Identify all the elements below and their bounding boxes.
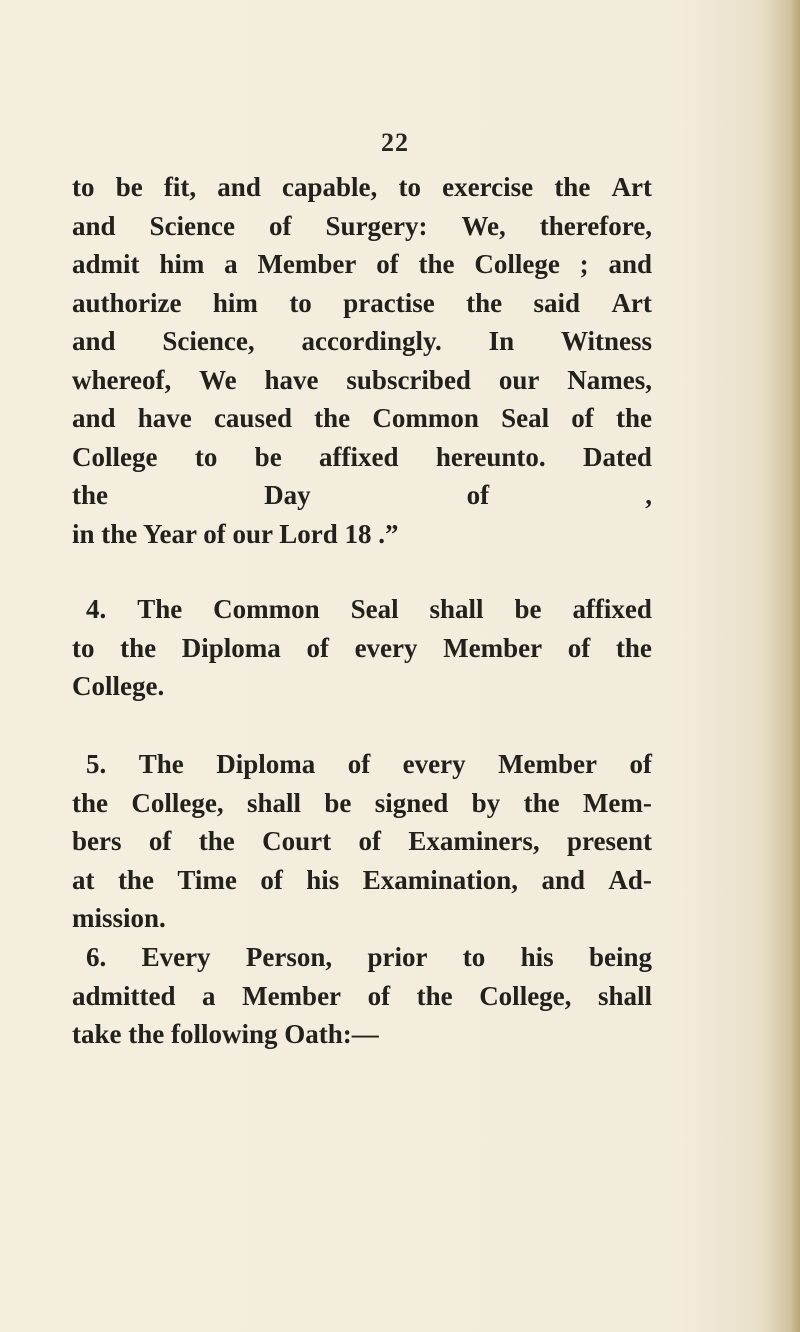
word: of	[567, 632, 591, 663]
word: whereof,	[72, 364, 172, 395]
word: prior	[367, 942, 428, 972]
word: shall	[429, 594, 484, 624]
word: to	[72, 172, 95, 202]
text-line	[72, 629, 652, 668]
word: of	[367, 980, 391, 1011]
word: the	[554, 172, 591, 202]
word: Common	[213, 594, 320, 624]
text-line	[72, 784, 652, 823]
text-line	[72, 361, 652, 400]
text-line	[72, 590, 652, 629]
word: him	[212, 287, 258, 318]
word: of	[269, 210, 292, 241]
word: We,	[461, 210, 506, 241]
word: affixed	[319, 441, 399, 472]
paragraph-section-6	[72, 938, 652, 1054]
word: of	[629, 749, 652, 779]
word: In	[488, 326, 515, 356]
word: our	[498, 364, 540, 395]
word: the	[523, 787, 560, 818]
word: Surgery:	[325, 210, 428, 241]
word: Member	[443, 632, 543, 663]
word: We	[199, 364, 237, 395]
word: the	[416, 980, 453, 1011]
word: to	[289, 287, 312, 318]
word: and	[608, 249, 652, 279]
word: of	[148, 826, 172, 856]
word: his	[520, 942, 554, 972]
word: Witness	[560, 326, 652, 356]
word: Court	[262, 826, 332, 856]
word: the	[198, 826, 235, 856]
word: and	[541, 864, 585, 895]
word: Names,	[567, 364, 652, 395]
word: of	[306, 632, 329, 663]
word: of	[466, 480, 490, 510]
text-line	[72, 977, 652, 1016]
text-line	[72, 938, 652, 977]
word: exercise	[442, 172, 534, 202]
word: the	[120, 632, 157, 663]
word: 5.	[86, 749, 107, 779]
word: practise	[343, 287, 435, 318]
word: Examiners,	[408, 826, 540, 856]
word: the	[314, 403, 351, 433]
word: being	[588, 942, 652, 972]
page-edge-shadow	[790, 0, 800, 1332]
word: admit	[72, 249, 140, 279]
word: bers	[72, 826, 122, 856]
word: 4.	[86, 594, 107, 624]
word: Diploma	[216, 749, 316, 779]
word: be	[115, 172, 143, 202]
word: ;	[579, 249, 589, 279]
text-line	[72, 168, 652, 207]
word: capable,	[282, 172, 378, 202]
word: of	[347, 749, 371, 779]
word: at	[72, 864, 95, 895]
text-line	[72, 861, 652, 900]
word: College	[474, 249, 560, 279]
word: and	[72, 326, 116, 356]
word: affixed	[572, 594, 652, 624]
paragraph-section-4	[72, 590, 652, 706]
word: Member	[257, 249, 357, 279]
text-line: College.	[72, 671, 165, 701]
word: be	[254, 441, 282, 472]
word: the	[117, 864, 154, 895]
word: fit,	[163, 172, 197, 202]
text-line	[72, 207, 652, 246]
word: signed	[374, 787, 449, 818]
word: by	[471, 787, 501, 818]
word: to	[398, 172, 421, 202]
word: shall	[246, 787, 302, 818]
word: of	[376, 249, 399, 279]
word: present	[567, 826, 652, 856]
word: Time	[177, 864, 237, 895]
page-number: 22	[381, 128, 409, 157]
word: of	[571, 403, 594, 433]
word: admitted	[72, 980, 176, 1011]
word: Dated	[582, 441, 652, 472]
text-line	[72, 745, 652, 784]
word: him	[159, 249, 205, 279]
word: Science	[149, 210, 236, 241]
word: The	[138, 749, 184, 779]
text-line	[72, 245, 652, 284]
word: and	[72, 403, 116, 433]
word: Seal	[501, 403, 550, 433]
word: and	[217, 172, 261, 202]
word: authorize	[72, 287, 182, 318]
word: of	[358, 826, 381, 856]
word: a	[202, 980, 216, 1011]
word: 6.	[86, 942, 107, 972]
word: subscribed	[346, 364, 471, 395]
word: Member	[498, 749, 598, 779]
word: College,	[131, 787, 224, 818]
text-line	[72, 822, 652, 861]
word: a	[224, 249, 238, 279]
text-line	[72, 322, 652, 361]
word: have	[137, 403, 192, 433]
text-line	[72, 438, 652, 477]
word: of	[260, 864, 283, 895]
word: Science,	[162, 326, 255, 356]
word: to	[462, 942, 486, 972]
word: Art	[611, 172, 652, 202]
word: to	[194, 441, 218, 472]
paragraph-section-5	[72, 745, 652, 938]
word: accordingly.	[301, 326, 442, 356]
word: Person,	[245, 942, 333, 972]
word: his	[306, 864, 340, 895]
word: hereunto.	[435, 441, 546, 472]
word: the	[72, 480, 108, 510]
word: every	[402, 749, 466, 779]
word: Ad-	[608, 864, 652, 895]
text-line-year: in the Year of our Lord 18 .”	[72, 518, 399, 549]
word: Art	[611, 287, 652, 318]
word: the	[615, 632, 652, 663]
word: every	[354, 632, 418, 663]
text-line: mission.	[72, 903, 166, 933]
word: Seal	[350, 594, 399, 624]
text-line: take the following Oath:—	[72, 1019, 379, 1049]
text-line	[72, 284, 652, 323]
text-line-dated	[72, 476, 652, 515]
word: the	[418, 249, 455, 279]
word: Common	[372, 403, 479, 433]
word: Every	[141, 942, 211, 972]
word: to	[72, 632, 95, 663]
word: College	[72, 441, 158, 472]
paragraph-oath-conclusion	[72, 168, 652, 553]
word: Diploma	[181, 632, 281, 663]
word: Examination,	[362, 864, 518, 895]
word: Member	[242, 980, 342, 1011]
word: the	[616, 403, 652, 433]
word: the	[72, 787, 108, 818]
word: be	[324, 787, 352, 818]
word: Day	[264, 480, 311, 510]
word: ,	[645, 480, 652, 510]
word: shall	[597, 980, 652, 1011]
word: Mem-	[582, 787, 652, 818]
word: College,	[479, 980, 572, 1011]
word: have	[264, 364, 319, 395]
word: caused	[213, 403, 292, 433]
word: therefore,	[539, 210, 652, 241]
word: The	[137, 594, 183, 624]
word: be	[514, 594, 542, 624]
word: and	[72, 210, 116, 241]
word: the	[466, 287, 503, 318]
word: said	[533, 287, 581, 318]
text-line	[72, 399, 652, 438]
